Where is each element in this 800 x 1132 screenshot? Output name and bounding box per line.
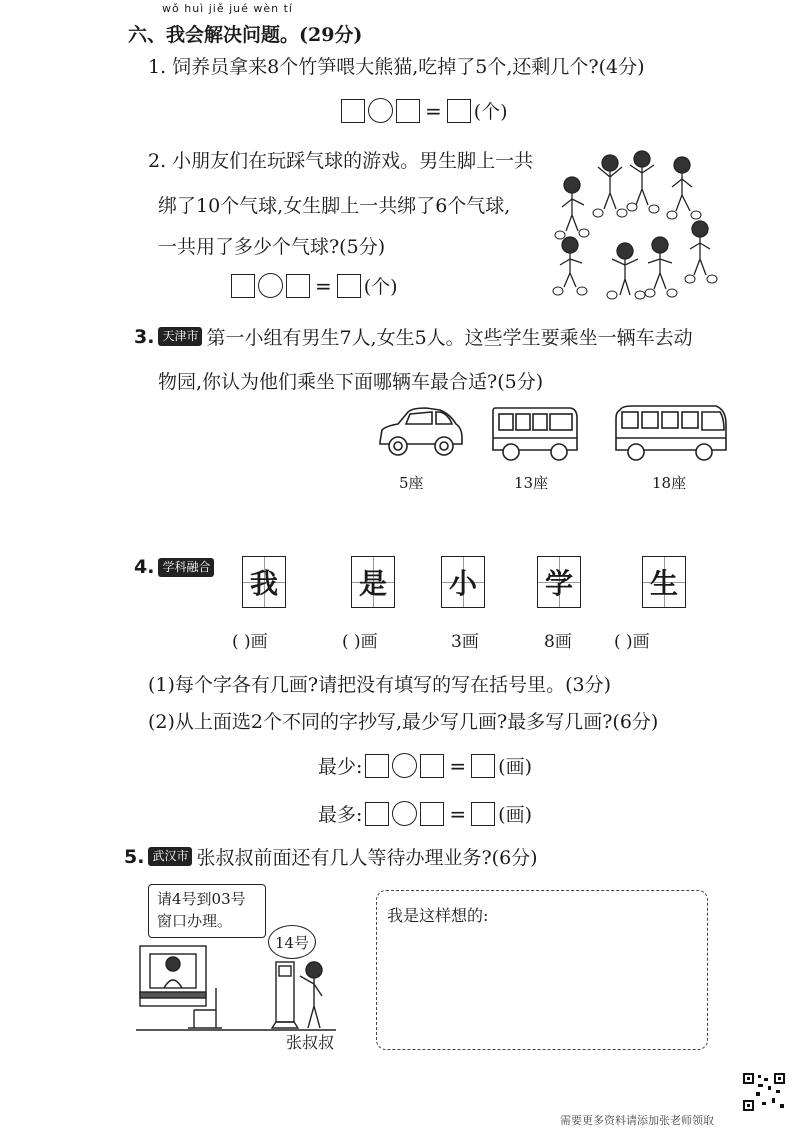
stroke-count[interactable]: ( )画 xyxy=(232,632,268,652)
stroke-count: 8画 xyxy=(544,632,572,652)
unit-label: (个) xyxy=(363,276,398,298)
character-box: 学 xyxy=(537,556,581,608)
q2-equation xyxy=(231,272,398,299)
children-balloon-game-illustration xyxy=(550,145,720,300)
q1-equation xyxy=(341,97,508,124)
stroke-count[interactable]: ( )画 xyxy=(342,632,378,652)
q3-line1-row xyxy=(134,323,693,350)
answer-area[interactable] xyxy=(376,890,708,1050)
answer-box[interactable] xyxy=(420,802,444,826)
answer-box[interactable] xyxy=(471,754,495,778)
equals-sign: = xyxy=(449,801,467,826)
q4-subquestion-2: (2)从上面选2个不同的字抄写,最少写几画?最多写几画?(6分) xyxy=(148,711,659,733)
region-tag: 天津市 xyxy=(158,327,202,346)
stroke-count: 3画 xyxy=(451,632,479,652)
watermark-text: 需要更多资料请添加张老师领取 xyxy=(560,1114,714,1127)
equals-sign: = xyxy=(449,753,467,778)
answer-box[interactable] xyxy=(365,802,389,826)
operator-circle[interactable] xyxy=(368,98,393,123)
vehicle-label: 5座 xyxy=(399,474,424,492)
answer-box[interactable] xyxy=(396,99,420,123)
q4-min-equation xyxy=(318,752,532,779)
answer-box[interactable] xyxy=(337,274,361,298)
minibus-icon[interactable] xyxy=(489,404,581,466)
equals-sign: = xyxy=(315,273,332,298)
q1-text: 1. 饲养员拿来8个竹笋喂大熊猫,吃掉了5个,还剩几个?(4分) xyxy=(148,56,645,78)
car-icon[interactable] xyxy=(376,404,466,462)
vehicle-label: 18座 xyxy=(652,474,687,492)
answer-box[interactable] xyxy=(231,274,255,298)
q4-subquestion-1: (1)每个字各有几画?请把没有填写的写在括号里。(3分) xyxy=(148,674,612,696)
answer-box[interactable] xyxy=(420,754,444,778)
q3-line2: 物园,你认为他们乘坐下面哪辆车最合适?(5分) xyxy=(158,371,544,393)
max-label: 最多: xyxy=(318,804,363,826)
character-box: 生 xyxy=(642,556,686,608)
character-box: 小 xyxy=(441,556,485,608)
answer-prompt: 我是这样想的: xyxy=(387,906,489,925)
character-box: 是 xyxy=(351,556,395,608)
stroke-count[interactable]: ( )画 xyxy=(614,632,650,652)
q4-number: 4. xyxy=(134,556,155,578)
ticket-number-bubble: 14号 xyxy=(268,925,316,959)
qr-code-icon xyxy=(742,1072,786,1112)
region-tag: 武汉市 xyxy=(148,847,192,866)
q5-text: 张叔叔前面还有几人等待办理业务?(6分) xyxy=(196,847,538,869)
subject-tag: 学科融合 xyxy=(158,558,214,577)
person-label: 张叔叔 xyxy=(286,1033,335,1052)
unit-label: (画) xyxy=(498,756,532,778)
operator-circle[interactable] xyxy=(392,801,417,826)
q5-heading xyxy=(124,843,538,870)
q4-max-equation xyxy=(318,800,532,827)
bus-icon[interactable] xyxy=(612,404,730,464)
q2-line3: 一共用了多少个气球?(5分) xyxy=(158,236,386,258)
announcement-bubble: 请4号到03号 窗口办理。 xyxy=(148,884,266,938)
q5-number: 5. xyxy=(124,845,145,868)
unit-label: (个) xyxy=(473,101,508,123)
answer-box[interactable] xyxy=(471,802,495,826)
q3-number: 3. xyxy=(134,325,155,348)
operator-circle[interactable] xyxy=(258,273,283,298)
answer-box[interactable] xyxy=(341,99,365,123)
min-label: 最少: xyxy=(318,756,363,778)
character-box: 我 xyxy=(242,556,286,608)
q2-line1: 2. 小朋友们在玩踩气球的游戏。男生脚上一共 xyxy=(148,150,534,172)
answer-box[interactable] xyxy=(365,754,389,778)
equals-sign: = xyxy=(425,98,442,123)
vehicle-label: 13座 xyxy=(514,474,549,492)
answer-box[interactable] xyxy=(447,99,471,123)
answer-box[interactable] xyxy=(286,274,310,298)
q4-heading xyxy=(134,556,214,578)
section-pinyin: wǒ huì jiě jué wèn tí xyxy=(162,2,293,15)
operator-circle[interactable] xyxy=(392,753,417,778)
q2-line2: 绑了10个气球,女生脚上一共绑了6个气球, xyxy=(158,195,511,217)
section-title: 六、我会解决问题。(29分) xyxy=(128,24,363,46)
q3-line1: 第一小组有男生7人,女生5人。这些学生要乘坐一辆车去动 xyxy=(206,327,693,349)
bank-counter-illustration xyxy=(136,936,336,1032)
unit-label: (画) xyxy=(498,804,532,826)
